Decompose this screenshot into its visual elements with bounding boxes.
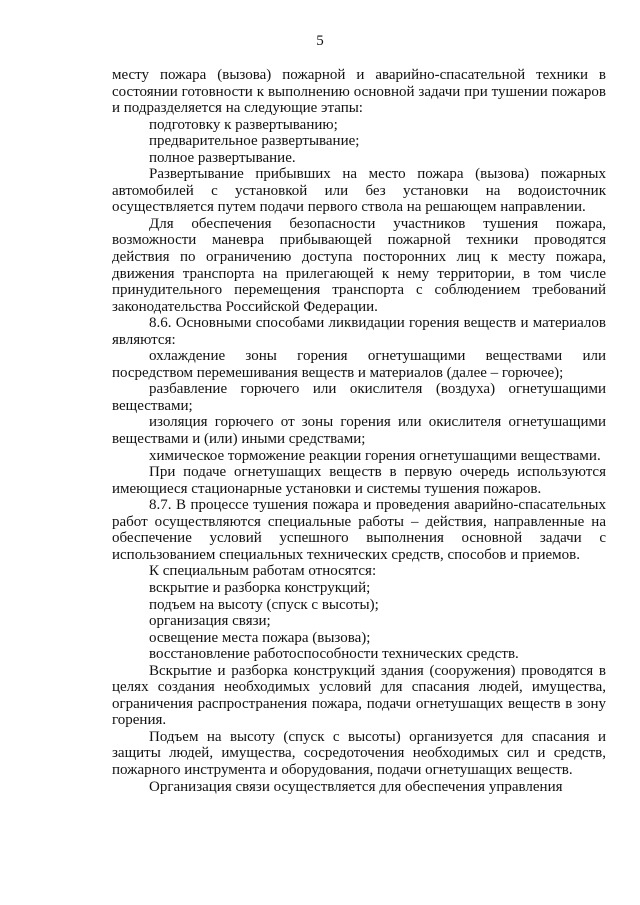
list-item: охлаждение зоны горения огнетушащими веществами или посредством перемешивания веществ и материалов (далее – горючее); (112, 348, 606, 381)
paragraph: При подаче огнетушащих веществ в первую очередь используются имеющиеся стационарные установки и системы тушения пожаров. (112, 464, 606, 497)
list-item: освещение места пожара (вызова); (149, 629, 371, 646)
list-item: восстановление работоспособности технических средств. (149, 646, 519, 663)
list-item: полное развертывание. (149, 149, 296, 166)
list-item: организация связи; (149, 613, 271, 630)
section-8-7: 8.7. В процессе тушения пожара и проведения аварийно-спасательных работ осуществляются специальные работы – действия, направленные на обеспечение условий успешного выполнения основной задачи с использованием специальных технических средств, способов и приемов. (112, 497, 606, 563)
paragraph: Подъем на высоту (спуск с высоты) организуется для спасания и защиты людей, имущества, сосредоточения необходимых сил и средств, пожарного инструмента и оборудования, подачи огнетушащих веществ. (112, 728, 606, 778)
document-body (112, 67, 606, 795)
list-item: подъем на высоту (спуск с высоты); (149, 596, 379, 613)
paragraph: К специальным работам относятся: (149, 563, 377, 580)
list-item: предварительное развертывание; (149, 133, 360, 150)
list-item: изоляция горючего от зоны горения или окислителя огнетушащими веществами и (или) иными средствами; (112, 414, 606, 448)
list-item: подготовку к развертыванию; (149, 116, 338, 133)
list-item: химическое торможение реакции горения огнетушащими веществами. (149, 447, 601, 464)
section-8-6: 8.6. Основными способами ликвидации горения веществ и материалов являются: (112, 315, 606, 348)
paragraph: Вскрытие и разборка конструкций здания (сооружения) проводятся в целях создания необходимых условий для спасания людей, имущества, ограничения распространения пожара, подачи огнетушащих веществ в зону горения. (112, 662, 606, 729)
paragraph: Для обеспечения безопасности участников тушения пожара, возможности маневра прибывающей пожарной техники проводятся действия по ограничению доступа посторонних лиц к месту пожара, движения транспорта на прилегающей к нему территории, в том числе принудительного перемещения транспорта с соблюдением требований законодательства Российской Федерации. (112, 215, 606, 315)
page-number: 5 (316, 33, 324, 49)
paragraph: Развертывание прибывших на место пожара (вызова) пожарных автомобилей с установкой или без установки на водоисточник осуществляется путем подачи первого ствола на решающем направлении. (112, 166, 606, 216)
list-item: вскрытие и разборка конструкций; (149, 579, 371, 596)
paragraph-continuation: месту пожара (вызова) пожарной и аварийно-спасательной техники в состоянии готовности к выполнению основной задачи при тушении пожаров и подразделяется на следующие этапы: (112, 67, 606, 117)
paragraph: Организация связи осуществляется для обеспечения управления (149, 778, 563, 795)
list-item: разбавление горючего или окислителя (воздуха) огнетушащими веществами; (112, 381, 606, 414)
